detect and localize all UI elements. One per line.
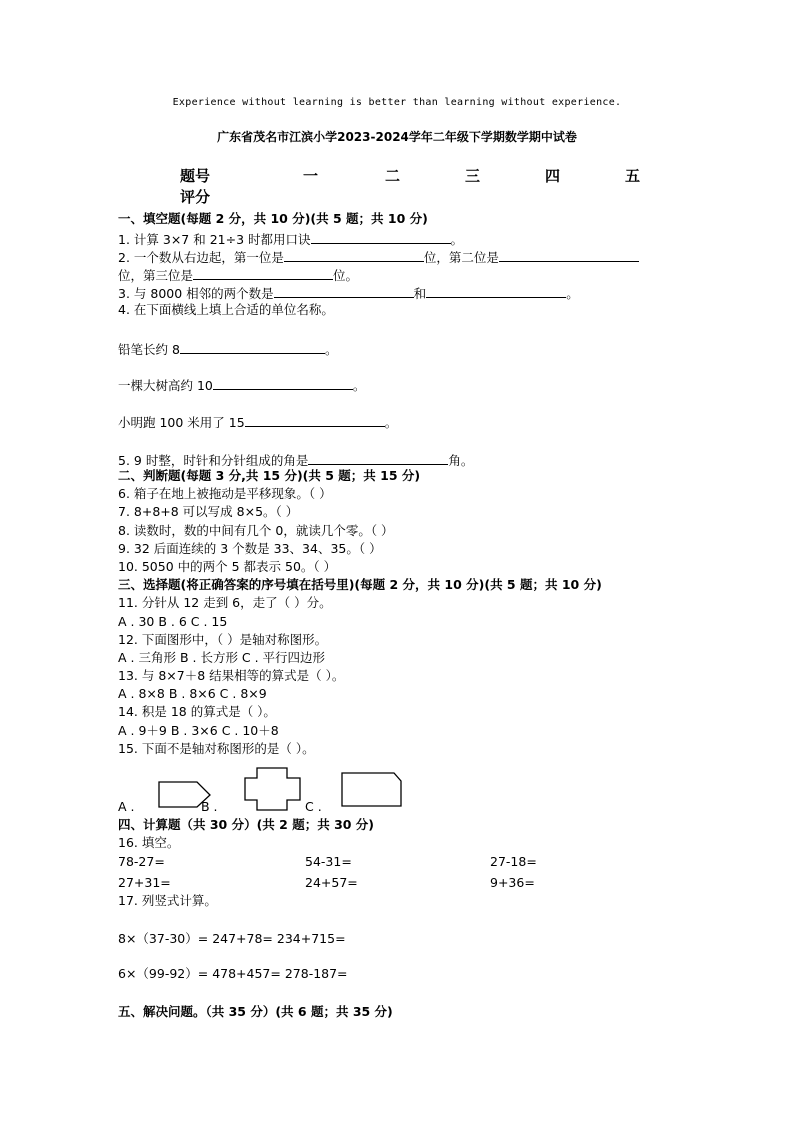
motto: Experience without learning is better than learning without experience.	[172, 97, 622, 108]
question-9: 9. 32 后面连续的 3 个数是 33、34、35。（ ）	[118, 541, 382, 556]
vertical-calc-line-2: 6×（99-92）= 478+457= 278-187=	[118, 966, 348, 981]
score-table-header-label: 题号	[180, 167, 211, 185]
question-14-options: A . 9＋9 B . 3×6 C . 10＋8	[118, 723, 279, 738]
answer-blank[interactable]	[245, 414, 385, 427]
vertical-calc-line-1: 8×（37-30）= 247+78= 234+715=	[118, 931, 346, 946]
question-4-b	[118, 377, 365, 393]
calc-cell: 27+31=	[118, 875, 171, 890]
question-12: 12. 下面图形中，（ ）是轴对称图形。	[118, 632, 328, 647]
punct: 。	[450, 232, 464, 247]
punct: 。	[324, 342, 338, 357]
answer-blank[interactable]	[311, 231, 451, 244]
question-4-a	[118, 341, 337, 357]
question-3-text: 3. 与 8000 相邻的两个数是	[118, 286, 274, 301]
question-16: 16. 填空。	[118, 835, 180, 850]
question-2	[118, 249, 639, 265]
punct: 。	[384, 415, 398, 430]
question-1	[118, 231, 463, 247]
question-5-text: 5. 9 时整，时针和分针组成的角是	[118, 453, 309, 468]
question-2-text-b: 位，第二位是	[423, 250, 499, 265]
question-2-text-d: 位。	[333, 268, 359, 283]
question-11-options: A . 30 B . 6 C . 15	[118, 614, 228, 629]
question-1-text: 1. 计算 3×7 和 21÷3 时都用口诀	[118, 232, 311, 247]
option-c-label: C .	[305, 799, 322, 814]
calc-cell: 9+36=	[490, 875, 535, 890]
question-3-text-b: 和	[413, 286, 427, 301]
question-3	[118, 285, 579, 301]
section-3-heading: 三、选择题(将正确答案的序号填在括号里)(每题 2 分，共 10 分)(共 5 题；共 10 分)	[118, 577, 602, 592]
question-4: 4. 在下面横线上填上合适的单位名称。	[118, 302, 334, 317]
section-4-heading: 四、计算题（共 30 分）(共 2 题；共 30 分)	[118, 817, 375, 832]
score-table-row-label: 评分	[180, 188, 211, 206]
question-4-c	[118, 414, 397, 430]
question-2-text-c: 位，第三位是	[118, 268, 194, 283]
section-2-heading: 二、判断题(每题 3 分,共 15 分)(共 5 题；共 15 分)	[118, 468, 421, 483]
option-a-label: A .	[118, 799, 135, 814]
question-15: 15. 下面不是轴对称图形的是（ ）。	[118, 741, 315, 756]
option-b-label: B .	[201, 799, 218, 814]
answer-blank[interactable]	[308, 452, 448, 465]
question-4-b-text: 一棵大树高约 10	[118, 378, 213, 393]
cross-shape	[243, 766, 303, 812]
punct: 。	[352, 378, 366, 393]
question-8: 8. 读数时，数的中间有几个 0，就读几个零。（ ）	[118, 523, 394, 538]
question-11: 11. 分针从 12 走到 6，走了（ ）分。	[118, 595, 332, 610]
score-table-col-3: 三	[465, 167, 481, 185]
score-table-col-1: 一	[303, 167, 319, 185]
question-13: 13. 与 8×7＋8 结果相等的算式是（ ）。	[118, 668, 345, 683]
section-5-heading: 五、解决问题。（共 35 分）(共 6 题；共 35 分)	[118, 1004, 393, 1019]
calc-cell: 24+57=	[305, 875, 358, 890]
question-6: 6. 箱子在地上被拖动是平移现象。（ ）	[118, 486, 332, 501]
punct: 。	[566, 286, 579, 301]
question-10: 10. 5050 中的两个 5 都表示 50。（ ）	[118, 559, 337, 574]
calc-cell: 54-31=	[305, 854, 352, 869]
answer-blank[interactable]	[284, 249, 424, 262]
calc-cell: 27-18=	[490, 854, 537, 869]
question-17: 17. 列竖式计算。	[118, 893, 217, 908]
answer-blank[interactable]	[180, 341, 325, 354]
score-table-col-2: 二	[385, 167, 401, 185]
answer-blank[interactable]	[213, 377, 353, 390]
section-1-heading: 一、填空题(每题 2 分，共 10 分)(共 5 题；共 10 分)	[118, 211, 428, 226]
question-13-options: A . 8×8 B . 8×6 C . 8×9	[118, 686, 267, 701]
answer-blank[interactable]	[426, 285, 566, 298]
calc-cell: 78-27=	[118, 854, 165, 869]
cut-corner-rectangle-shape	[340, 771, 404, 809]
question-2-cont	[118, 267, 358, 283]
answer-blank[interactable]	[499, 249, 639, 262]
question-14: 14. 积是 18 的算式是（ ）。	[118, 704, 276, 719]
answer-blank[interactable]	[274, 285, 414, 298]
exam-title: 广东省茂名市江滨小学2023-2024学年二年级下学期数学期中试卷	[217, 130, 577, 144]
question-12-options: A . 三角形 B . 长方形 C . 平行四边形	[118, 650, 326, 665]
score-table-col-4: 四	[545, 167, 561, 185]
answer-blank[interactable]	[193, 267, 333, 280]
question-7: 7. 8+8+8 可以写成 8×5。（ ）	[118, 504, 299, 519]
question-2-text: 2. 一个数从右边起，第一位是	[118, 250, 284, 265]
question-4-c-text: 小明跑 100 米用了 15	[118, 415, 245, 430]
question-4-a-text: 铅笔长约 8	[118, 342, 180, 357]
question-5-text-b: 角。	[448, 453, 474, 468]
score-table-col-5: 五	[625, 167, 641, 185]
question-5	[118, 452, 473, 468]
